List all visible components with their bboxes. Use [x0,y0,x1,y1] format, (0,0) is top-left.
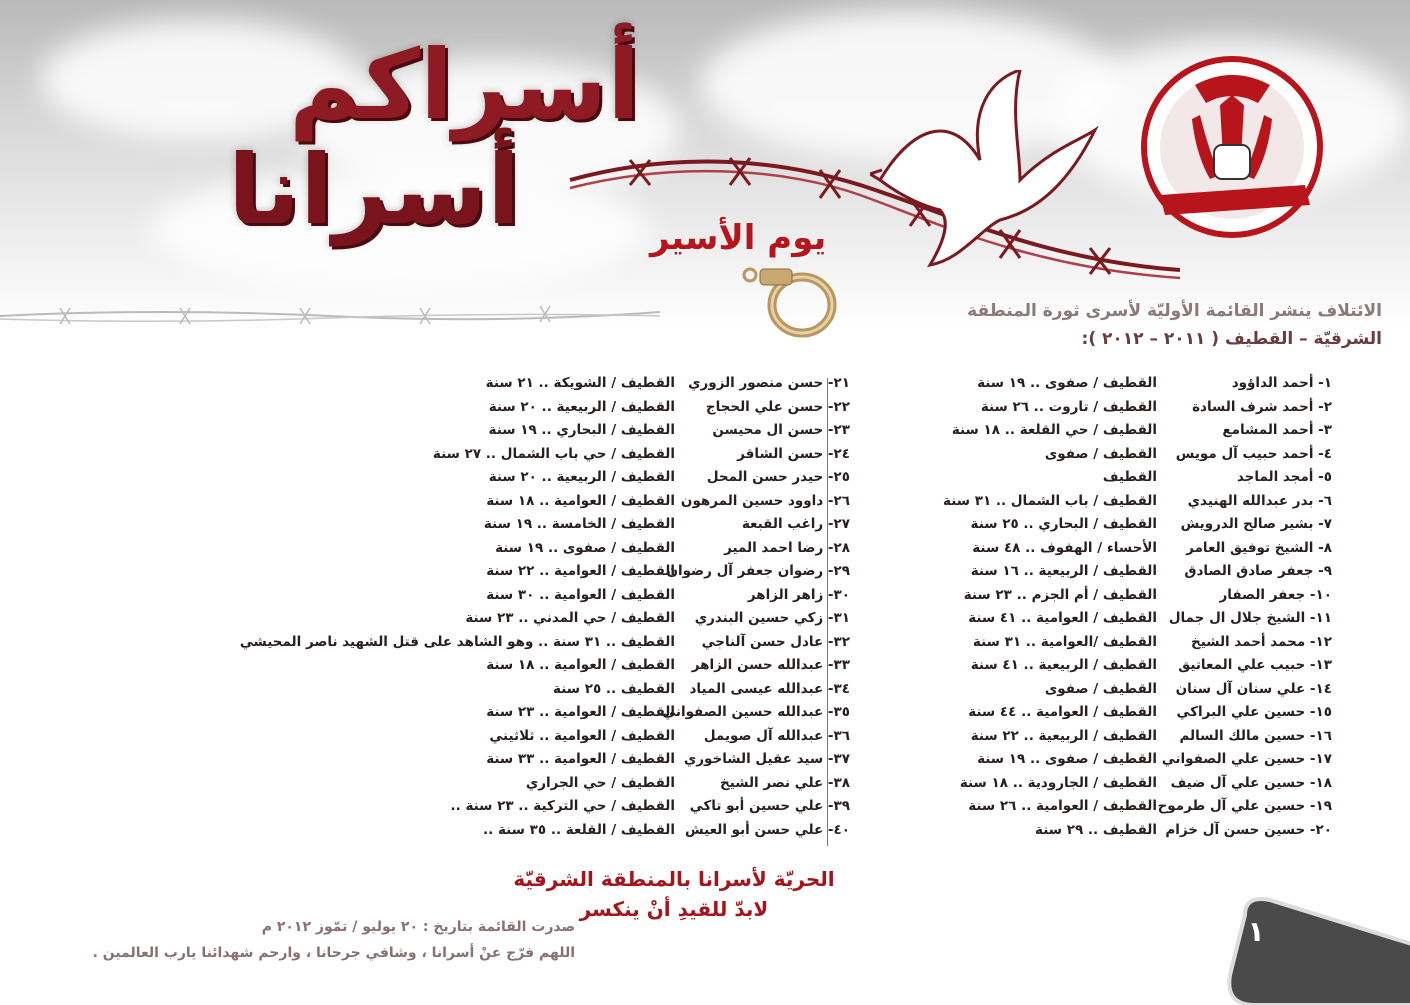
list-item [872,748,1332,772]
prisoner-name: ٣٠- زاهر الزاهر [747,586,850,603]
page-number: ١ [1247,915,1265,948]
prisoner-location: القطيف / الربيعية .. ١٦ سنة [970,563,1157,579]
prisoner-name: ٣٣- عبدالله حسن الزاهر [691,657,850,673]
list-item [872,584,1332,608]
prisoner-location: القطيف .. ٢٥ سنة [553,680,675,697]
prisoner-name: ٢٣- حسن ال محيسن [712,422,850,438]
prisoner-location: القطيف / حي الجراري [525,774,675,791]
prisoner-location: القطيف / البحاري .. ٢٥ سنة [970,516,1157,532]
prisoner-day-title: يوم الأسير [650,218,827,258]
prisoner-name: ٣٦- عبدالله آل صويمل [703,727,850,744]
prisoner-location: القطيف /العوامية .. ٣١ سنة [972,633,1157,650]
list-item [872,513,1332,537]
list-item [10,678,850,702]
coalition-logo [1140,55,1325,240]
prisoner-name: ١١- الشيخ جلال ال جمال [1168,610,1332,626]
prisoner-name: ٢٨- رضا احمد المير [724,539,850,556]
footnote [35,914,575,966]
page-tab [1225,895,1410,1005]
list-item [10,419,850,443]
prisoner-name: ٢٩- رضوان جعفر آل رضوان [666,563,850,579]
prisoner-location: القطيف / العوامية .. ١٨ سنة [486,657,675,673]
prisoner-name: ٢- أحمد شرف السادة [1192,398,1332,415]
prayer-text: اللهم فرّج عنْ أسرانا ، وشافي جرحانا ، وارحم شهدائنا يارب العالمين . [92,945,575,961]
prisoner-location: القطيف / حي المدني .. ٢٣ سنة [465,610,675,626]
list-item [872,819,1332,843]
prisoner-location: القطيف / حي التركية .. ٢٣ سنة .. [450,798,675,814]
prisoner-name: ٢٦- داوود حسين المرهون [680,492,850,509]
list-item [872,537,1332,561]
prisoner-location: القطيف [1102,469,1157,485]
list-item [10,748,850,772]
list-item [10,560,850,584]
prisoner-location: القطيف / صفوى .. ١٩ سنة [977,751,1157,767]
prisoner-name: ٣٢- عادل حسن آلناجي [701,633,850,650]
prisoner-name: ٣٥- عبدالله حسين الصفواني [662,704,850,720]
prisoner-name: ٢٤- حسن الشاقر [737,445,850,462]
prisoner-location: القطيف / الربيعية .. ٢٢ سنة [970,727,1157,744]
prisoner-location: القطيف / البحاري .. ١٩ سنة [488,422,675,438]
prisoner-name: ١٤- علي سنان آل سنان [1175,680,1332,697]
list-item [872,607,1332,631]
prisoner-location: القطيف / صفوى .. ١٩ سنة [977,375,1157,391]
prisoner-name: ١٦- حسين مالك السالم [1179,727,1332,744]
list-item [872,631,1332,655]
prisoner-location: القطيف .. ٢٩ سنة [1035,821,1157,838]
list-item [10,631,850,655]
prisoner-location: القطيف / العوامية .. ٢٢ سنة [486,563,675,579]
dove-icon [870,70,1100,270]
prisoner-location: القطيف / حي باب الشمال .. ٢٧ سنة [432,445,675,462]
prisoner-location: القطيف / تاروت .. ٢٦ سنة [980,398,1157,415]
prisoner-name: ٣٤- عبدالله عيسى المياد [689,680,850,697]
prisoner-location: القطيف / صفوى .. ١٩ سنة [495,539,675,556]
prisoner-location: القطيف / العوامية .. ثلاثيني [489,727,675,744]
prisoner-name: ١٨- حسين علي آل ضيف [1170,774,1332,791]
prisoner-name: ١٩- حسين علي آل طرموح [1157,798,1332,814]
list-item [10,584,850,608]
list-item [872,490,1332,514]
list-item [10,513,850,537]
list-item [872,654,1332,678]
slogan-line-1: الحريّة لأسرانا بالمنطقة الشرقيّة [513,867,835,891]
prisoner-location: القطيف .. ٣١ سنة .. وهو الشاهد على قتل الشهيد ناصر المحيشي [239,633,675,650]
prisoner-name: ٣- أحمد المشامع [1222,422,1332,438]
prisoner-location: القطيف / الشويكة .. ٢١ سنة [485,375,675,391]
prisoner-name: ٢٧- راغب القبعة [741,516,850,532]
prisoner-location: القطيف / العوامية .. ٢٣ سنة [486,704,675,720]
prisoner-location: القطيف / الربيعية .. ٤١ سنة [970,657,1157,673]
list-item [872,772,1332,796]
list-item [872,560,1332,584]
prisoner-location: القطيف / صفوى [1044,445,1157,462]
prisoner-name: ٩- جعفر صادق الصادق [1184,563,1332,579]
list-item [872,795,1332,819]
prisoner-location: القطيف / باب الشمال .. ٣١ سنة [943,492,1157,509]
prisoner-name: ٣١- زكي حسين البندري [694,610,850,626]
handcuffs-icon [740,255,850,345]
prisoner-name: ٢٥- حيدر حسن المحل [706,469,850,485]
prisoner-location: القطيف / العوامية .. ٣٣ سنة [486,751,675,767]
prisoner-location: الأحساء / الهفوف .. ٤٨ سنة [972,539,1157,556]
list-item [872,725,1332,749]
list-item [10,466,850,490]
prisoner-name: ١٧- حسين علي الصفواني [1161,751,1332,767]
prisoner-location: القطيف / العوامية .. ٤٤ سنة [968,704,1157,720]
prisoner-name: ٢٠- حسين حسن آل خزام [1165,821,1332,838]
prisoner-location: القطيف / العوامية .. ٢٦ سنة [968,798,1157,814]
prisoner-name: ٥- أمجد الماجد [1236,469,1332,485]
slogan-line-2: لابدّ للقيدِ أنْ ينكسر [579,897,769,921]
intro-line-2: الشرقيّة – القطيف ( ٢٠١١ – ٢٠١٢ ): [1081,329,1382,349]
list-item [872,419,1332,443]
list-item [10,772,850,796]
prisoner-location: القطيف / الجارودية .. ١٨ سنة [959,774,1157,791]
prisoner-location: القطيف / العوامية .. ١٨ سنة [486,492,675,509]
prisoner-name: ٨- الشيخ توفيق العامر [1186,539,1332,556]
prisoner-location: القطيف / العوامية .. ٤١ سنة [968,610,1157,626]
prisoner-name: ١٠- جعفر الصفار [1219,586,1332,603]
prisoner-name: ٣٩- علي حسين أبو تاكي [689,798,850,814]
title-line-1: أسراكم [288,29,640,141]
list-item [10,443,850,467]
list-item [10,795,850,819]
prisoner-name: ٣٨- علي نصر الشيخ [719,774,850,791]
issued-date: صدرت القائمة بتاريخ : ٢٠ يوليو / تمّوز ٢٠١٢ م [261,919,575,935]
list-item [10,607,850,631]
prisoner-location: القطيف / القلعة .. ٣٥ سنة .. [483,821,675,838]
list-item [10,654,850,678]
prisoner-name: ١٥- حسين علي البراكي [1176,704,1332,720]
prisoner-name: ٤- أحمد حبيب آل مويس [1175,445,1332,462]
prisoner-location: القطيف / أم الجزم .. ٢٣ سنة [963,586,1157,603]
prisoner-location: القطيف / صفوى [1044,680,1157,697]
prisoner-name: ٣٧- سيد عقيل الشاخوري [683,751,850,767]
prisoner-location: القطيف / الربيعية .. ٢٠ سنة [488,469,675,485]
list-item [10,819,850,843]
intro-line-1: الائتلاف ينشر القائمة الأوليّة لأسرى ثورة المنطقة [967,301,1382,321]
list-item [872,466,1332,490]
prisoner-name: ٢٢- حسن علي الحجاج [705,398,850,415]
list-item [10,396,850,420]
prisoner-location: القطيف / حي القلعة .. ١٨ سنة [951,422,1157,438]
list-item [10,372,850,396]
prisoner-name: ٦- بدر عبدالله الهنيدي [1187,492,1332,509]
prisoner-location: القطيف / الخامسة .. ١٩ سنة [483,516,675,532]
main-title [80,30,640,270]
intro-text [862,297,1382,353]
barbed-wire-strip [0,300,660,330]
list-item [872,701,1332,725]
prisoner-name: ٢١- حسن منصور الزوري [688,375,850,391]
title-line-2: أسرانا [227,134,520,246]
list-item [10,701,850,725]
prisoner-name: ٤٠- علي حسن أبو العيش [685,821,850,838]
prisoner-name: ١- أحمد الداؤود [1231,375,1332,391]
prisoner-list-left [10,372,850,842]
prisoner-name: ١٢- محمد أحمد الشيخ [1190,633,1332,650]
list-item [872,372,1332,396]
prisoner-location: القطيف / العوامية .. ٣٠ سنة [486,586,675,603]
list-item [872,678,1332,702]
prisoner-list-right [872,372,1332,842]
list-item [10,537,850,561]
list-item [872,443,1332,467]
prisoner-name: ١٣- حبيب علي المعاتيق [1178,657,1332,673]
list-item [10,725,850,749]
list-item [872,396,1332,420]
prisoner-location: القطيف / الربيعية .. ٢٠ سنة [488,398,675,415]
list-item [10,490,850,514]
prisoner-name: ٧- بشير صالح الدرويش [1180,516,1332,532]
